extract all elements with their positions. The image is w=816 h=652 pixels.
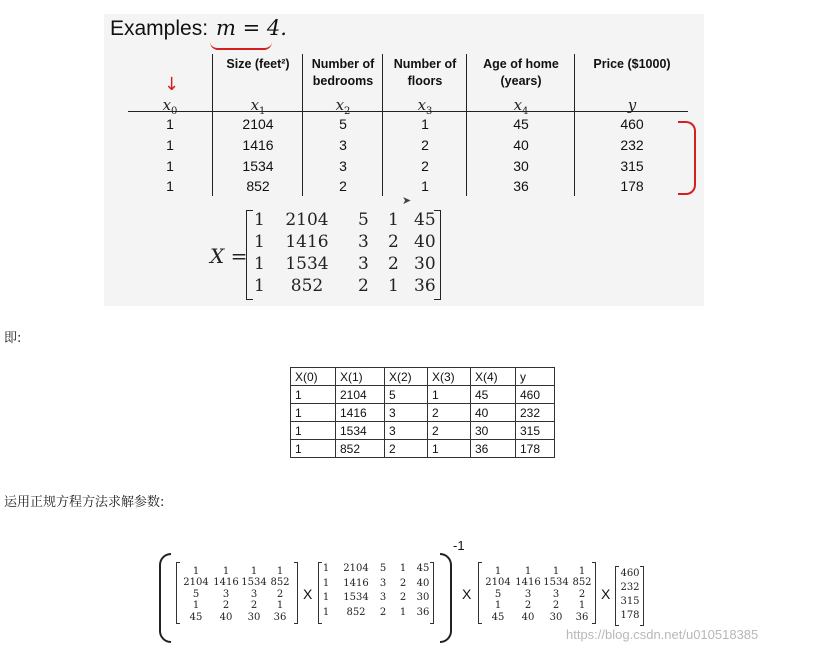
matrix-cell: 30 [414,254,436,274]
xt-matrix-cell: 1 [276,566,284,577]
table-column [466,54,575,196]
x-matrix-cell: 2 [379,606,387,618]
y-vector-cell: 232 [620,582,640,593]
table-row [291,404,555,422]
table-cell: 36 [471,440,516,458]
xt2-matrix-cell: 1 [524,566,532,577]
column-header: Number of bedrooms [311,57,375,88]
x-matrix-cell: 1534 [343,592,369,603]
xt2-matrix-cell: 1416 [515,577,541,589]
matrix-cell: 2 [358,276,369,296]
matrix-right-bracket [434,210,441,300]
column-variable-subscript: 0 [171,106,178,117]
xt2-matrix-cell: 30 [549,611,563,623]
matrix-cell: 1 [254,254,265,274]
xt-matrix-cell: 1 [192,566,200,577]
matrix-row [254,210,444,232]
column-header: Number of floors [393,57,457,88]
matrix-cell: 1416 [285,232,329,252]
column-variable-subscript: 2 [344,106,351,117]
table-cell: 1 [166,137,174,153]
xt-matrix-cell: 36 [273,611,287,623]
x-matrix-cell: 45 [416,563,430,574]
title-prefix: Examples: [110,17,209,40]
table-cell: 45 [513,116,529,132]
xt2-matrix-cell: 2 [578,588,586,600]
table-header-cell: X(1) [336,368,385,386]
xt2-right-bracket [592,562,596,624]
xt-matrix-cell: 1416 [213,577,239,589]
table-cell: 1416 [242,137,274,153]
table-cell: 1 [428,440,471,458]
xt2-matrix-cell: 3 [552,588,560,600]
xt-matrix-cell: 3 [222,588,230,600]
column-variable: $x_4$ [513,96,529,117]
x-matrix-cell: 1 [322,577,330,589]
table-column [302,54,383,196]
table-cell: 5 [339,116,347,132]
matrix-cell: 852 [290,276,324,296]
column-variable-subscript: 3 [426,106,433,117]
xt-matrix-cell: 2 [250,600,258,612]
matrix-cell: 1 [254,276,265,296]
matrix-cell: 5 [358,210,369,230]
xt-right-bracket [294,562,298,624]
slide-title [110,16,287,41]
table-header-cell: X(4) [471,368,516,386]
matrix-cell: 1 [388,210,399,230]
multiply-sign: X [601,586,611,602]
matrix-cell: 3 [358,254,369,274]
xt2-matrix-cell: 3 [524,588,532,600]
table-cell: 1 [166,116,174,132]
matrix-cell: 2104 [285,210,329,230]
y-vector-cell: 178 [620,610,640,621]
xt2-matrix-cell: 1 [578,600,586,612]
xt2-matrix-cell: 1 [494,566,502,577]
multiply-sign: X [303,586,313,602]
table-cell: 2 [428,404,471,422]
x-matrix-cell: 1 [322,592,330,603]
xt2-matrix-cell: 1 [578,566,586,577]
table-header-cell: y [516,368,555,386]
table-cell: 1 [428,386,471,404]
lecture-slide-image [104,14,704,306]
xt-matrix-cell: 852 [270,577,290,589]
table-header-rule [128,111,688,112]
xt-matrix-cell: 2 [276,588,284,600]
table-cell: 1 [291,386,336,404]
table-cell: 3 [385,422,428,440]
x-matrix-cell: 2 [399,577,407,589]
matrix-cell: 36 [414,276,436,296]
column-header: Age of home (years) [483,57,559,88]
table-cell: 2104 [242,116,274,132]
x-matrix-label: X = [210,244,248,268]
y-right-bracket [640,566,644,626]
table-cell: 852 [336,440,385,458]
matrix-cell: 1 [254,210,265,230]
xt2-matrix-cell: 40 [521,611,535,623]
xt-matrix-cell: 2104 [183,577,209,589]
x-matrix-cell: 1 [399,606,407,618]
x-matrix-cell: 30 [416,592,430,603]
column-header: Price ($1000) [593,57,671,71]
matrix-cell: 40 [414,232,436,252]
multiply-sign: X [462,586,472,602]
xt2-matrix-cell: 852 [572,577,592,589]
xt-matrix-cell: 1 [250,566,258,577]
matrix-row [254,232,444,254]
xt2-matrix-cell: 1 [552,566,560,577]
inverse-superscript: -1 [453,538,465,553]
table-cell: 1 [166,158,174,174]
matrix-cell: 3 [358,232,369,252]
table-cell: 40 [513,137,529,153]
xt2-matrix-cell: 1 [494,600,502,612]
x-matrix-cell: 40 [416,577,430,589]
table-cell: 3 [339,137,347,153]
right-parenthesis [440,553,452,643]
x-matrix-cell: 1416 [343,577,369,589]
xt-matrix-cell: 5 [192,588,200,600]
matrix-left-bracket [246,210,253,300]
table-column [382,54,467,196]
watermark: https://blog.csdn.net/u010518385 [566,627,759,642]
table-header-cell: X(0) [291,368,336,386]
table-cell: 1 [421,178,429,194]
column-variable-subscript: 1 [259,106,266,117]
matrix-cell: 1 [388,276,399,296]
x-matrix-cell: 1 [399,563,407,574]
table-cell: 3 [385,404,428,422]
matrix-cell: 1534 [285,254,329,274]
table-cell: 40 [471,404,516,422]
matrix-cell: 2 [388,232,399,252]
x-matrix-cell: 2 [399,592,407,603]
left-parenthesis [159,553,171,643]
table-row [291,422,555,440]
table-cell: 315 [516,422,555,440]
x-right-bracket [430,562,434,624]
table-cell: 1 [291,440,336,458]
matrix-cell: 2 [388,254,399,274]
xt2-matrix-cell: 2104 [485,577,511,589]
table-cell: 45 [471,386,516,404]
matrix-cell: 1 [254,232,265,252]
matrix-cell: 45 [414,210,436,230]
table-cell: 232 [516,404,555,422]
table-cell: 852 [246,178,270,194]
x-matrix-cell: 852 [346,606,366,618]
xt2-matrix-cell: 36 [575,611,589,623]
xt-matrix-cell: 45 [189,611,203,623]
table-cell: 1 [166,178,174,194]
mouse-cursor-icon: ➤ [402,194,412,207]
table-header-cell: X(3) [428,368,471,386]
xt2-matrix-cell: 2 [524,600,532,612]
ji-label: 即: [4,331,22,346]
data-table [290,367,555,458]
y-vector-cell: 315 [620,596,640,607]
column-variable: $x_3$ [417,96,433,117]
matrix-row [254,276,444,298]
xt2-matrix-cell: 2 [552,600,560,612]
table-cell: 1 [291,404,336,422]
table-cell: 178 [516,440,555,458]
x-matrix-cell: 5 [379,563,387,574]
table-row [291,386,555,404]
table-cell: 2104 [336,386,385,404]
column-variable: y [627,96,637,114]
red-underline-annotation [210,42,272,50]
table-cell: 460 [620,116,644,132]
xt-matrix-cell: 1 [192,600,200,612]
x-matrix-cell: 1 [322,606,330,618]
x-matrix-cell: 3 [379,577,387,589]
x-matrix-cell: 1 [322,563,330,574]
column-variable: $x_1$ [250,96,266,117]
red-bracket-annotation [678,121,696,195]
table-cell: 315 [620,158,644,174]
table-cell: 2 [421,158,429,174]
table-column [574,54,689,196]
column-variable: $x_2$ [335,96,351,117]
xt-matrix-cell: 40 [219,611,233,623]
xt2-matrix-cell: 5 [494,588,502,600]
x-matrix-cell: 3 [379,592,387,603]
column-variable: $x_0$ [162,96,178,117]
table-cell: 5 [385,386,428,404]
table-cell: 3 [339,158,347,174]
xt2-matrix-cell: 45 [491,611,505,623]
table-cell: 2 [385,440,428,458]
table-cell: 1 [421,116,429,132]
table-header-cell: X(2) [385,368,428,386]
table-header-row [291,368,555,386]
table-cell: 178 [620,178,644,194]
table-cell: 30 [471,422,516,440]
table-cell: 2 [421,137,429,153]
table-cell: 232 [620,137,644,153]
column-variable-subscript: 4 [522,106,529,117]
xt-matrix-cell: 2 [222,600,230,612]
xt-matrix-cell: 30 [247,611,261,623]
table-cell: 1534 [336,422,385,440]
method-label: 运用正规方程方法求解参数: [4,495,165,510]
table-cell: 36 [513,178,529,194]
table-row [291,440,555,458]
xt-matrix-cell: 1 [222,566,230,577]
table-cell: 1416 [336,404,385,422]
table-cell: 1534 [242,158,274,174]
y-vector-cell: 460 [620,568,640,579]
x-matrix-cell: 2104 [343,563,369,574]
table-cell: 460 [516,386,555,404]
matrix-row [254,254,444,276]
red-down-arrow-icon: ↓ [164,74,180,95]
table-column [212,54,303,196]
table-cell: 2 [428,422,471,440]
table-cell: 30 [513,158,529,174]
table-cell: 2 [339,178,347,194]
x-matrix-cell: 36 [416,606,430,618]
xt-matrix-cell: 1534 [241,577,267,589]
table-cell: 1 [291,422,336,440]
title-math: m = 4. [216,16,287,40]
xt-matrix-cell: 3 [250,588,258,600]
xt2-matrix-cell: 1534 [543,577,569,589]
column-header: Size (feet²) [226,57,290,71]
xt-matrix-cell: 1 [276,600,284,612]
